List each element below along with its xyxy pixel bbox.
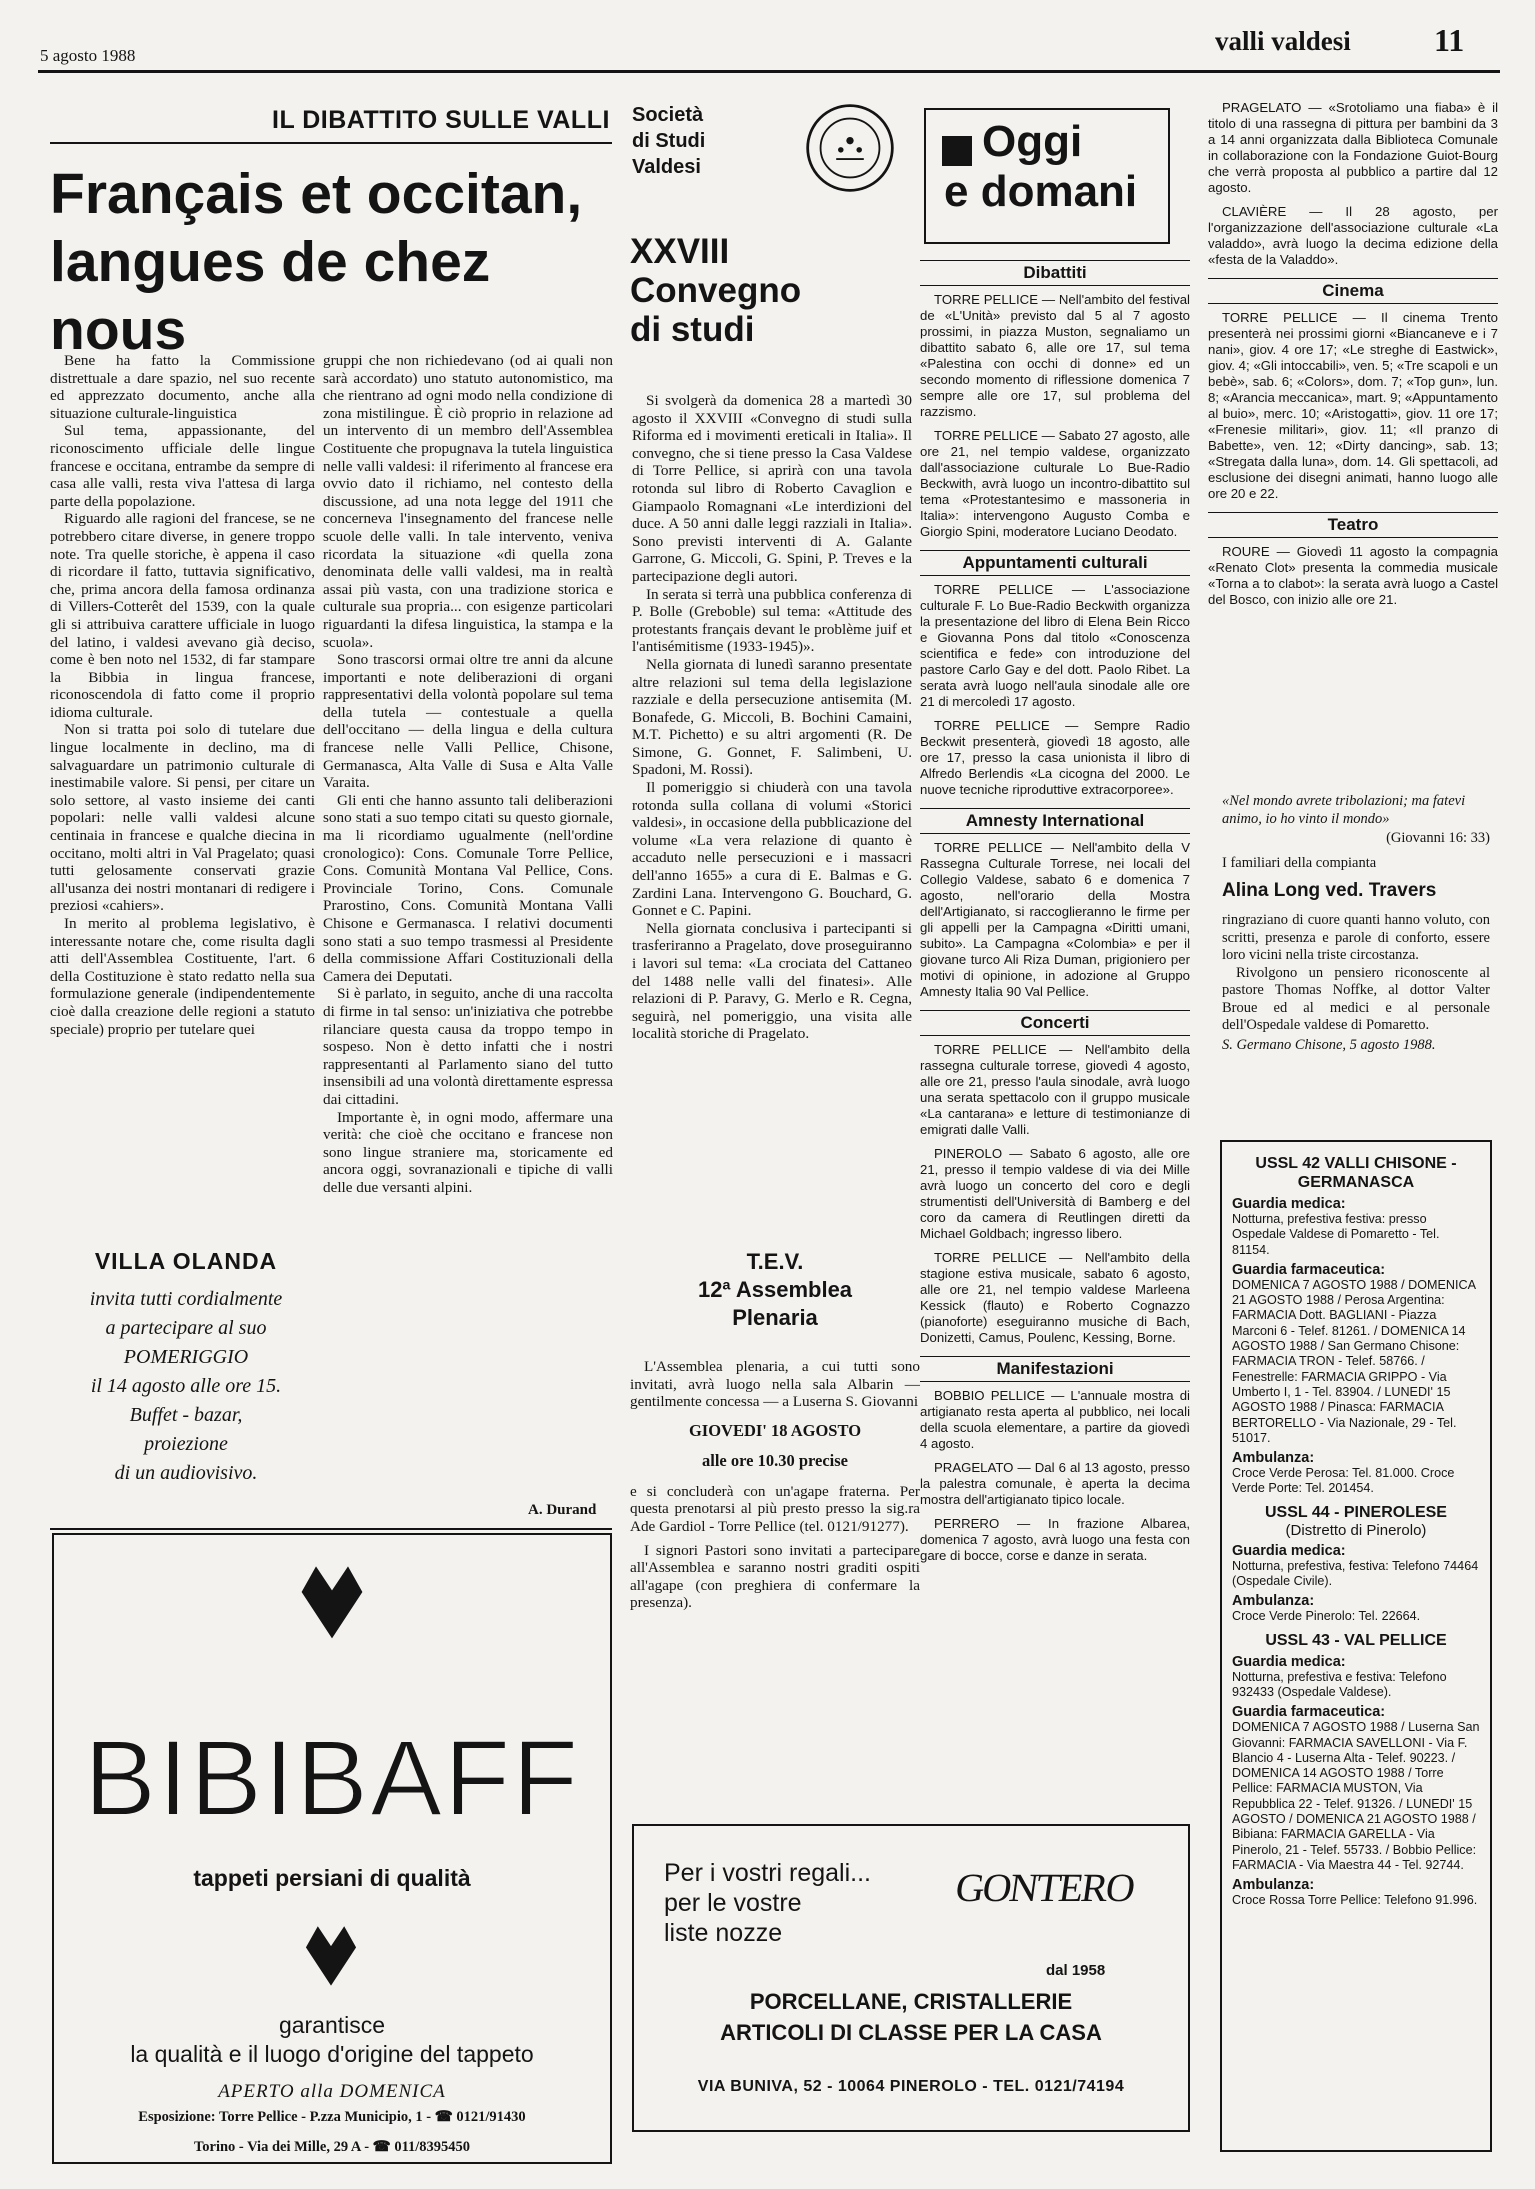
ussl-44-district: (Distretto di Pinerolo): [1285, 1521, 1427, 1539]
gontero-gift-lines: [664, 1858, 871, 1948]
event-item: TORRE PELLICE — L'associazione culturale F. Lo Bue-Radio Beckwith organizza la presentazione del libro di Elena Bein Ricco e Giovanna Pons dal titolo «Conoscenza scientifica e fede» con introduzione del pastore Carlo Gay e del dott. Paolo Ribet. La serata avrà luogo nell'aula sinodale alle ore 21 di mercoledì 17 agosto.: [920, 582, 1190, 709]
bibibaff-ad: [52, 1533, 612, 2164]
ussl-text: DOMENICA 7 AGOSTO 1988 / Luserna San Giovanni: FARMACIA SAVELLONI - Via F. Blancio 4 - Luserna Alta - Telef. 90223. / DOMENICA 14 AGOSTO 1988 / Torre Pellice: FARMACIA MUSTON, Via Repubblica 22 - Telef. 91326. / LUNEDI' 15 AGOSTO / DOMENICA 21 AGOSTO 1988 / Bibiana: FARMACIA GARELLA - Via Pinerolo, 21 - Telef. 55733. / Bobbio Pellice: FARMACIA - Via Maestra 44 - Tel. 92744.: [1232, 1720, 1480, 1872]
gontero-address: VIA BUNIVA, 52 - 10064 PINEROLO - TEL. 0121/74194: [697, 2078, 1125, 2095]
gontero-ad: [632, 1824, 1190, 2132]
ussl-subheading: Guardia farmaceutica:: [1232, 1704, 1386, 1721]
event-item: PERRERO — In frazione Albarea, domenica 7 agosto, avrà luogo una festa con gare di bocce, corse e danze in serata.: [920, 1516, 1190, 1563]
tev-paragraph-1: L'Assemblea plenaria, a cui tutti sono invitati, avrà luogo nella sala Albarin — gentilmente concessa — a Luserna S. Giovanni: [630, 1358, 920, 1411]
ssv-org-line-1: Società: [632, 104, 704, 126]
ussl-subheading: Ambulanza:: [1232, 1593, 1315, 1610]
ussl-43-heading: USSL 43 - VAL PELLICE: [1265, 1631, 1447, 1649]
event-item: CLAVIÈRE — Il 28 agosto, per l'organizzazione dell'associazione culturale «La valaddo», avrà luogo la decima edizione della «festa de la Valaddo».: [1208, 204, 1498, 267]
debate-paragraph: Sono trascorsi ormai oltre tre anni da alcune importanti e note deliberazioni di organi rappresentativi della volontà popolare sul tema della tutela — contestuale a quella dell'occitano — della lingua e della cultura francese nelle Valli Pellice, Chisone, Germanasca, Alta Valle di Susa e Alta Valle Varaita.: [323, 651, 613, 792]
event-item: PINEROLO — Sabato 6 agosto, alle ore 21, presso il tempio valdese di via dei Mille avrà luogo un concerto del coro e degli strumentisti dell'Università di Bamberg e del coro da camera di Reutlingen diretti da Michael Goldbach; ingresso libero.: [920, 1146, 1190, 1241]
villa-olanda-line: invita tutti cordialmente: [89, 1288, 283, 1310]
header-paper: valli valdesi: [1215, 26, 1351, 56]
gontero-logo: GONTERO: [952, 1865, 1137, 1910]
obituary: [1222, 792, 1490, 1054]
ssv-paragraph: In serata si terrà una pubblica conferenza di P. Bolle (Greboble) sul tema: «Attitude des protestants français devant le problème juif et l'antisémitisme (1933-1945)».: [632, 585, 912, 656]
debate-col-1: [50, 352, 315, 1038]
bibibaff-top-leaf-icon: [292, 1555, 372, 1645]
ussl-text: Notturna, prefestiva e festiva: Telefono 932433 (Ospedale Valdese).: [1232, 1669, 1447, 1699]
ssv-paragraph: Nella giornata di lunedì saranno presentate altre relazioni sul tema della legislazione razziale e della persecuzione antisemita (M. Bonafede, G. Miccoli, B. Bochini Camaini, M.T. Pichetto) e su altri argomenti (R. De Simone, G. Gonnet, F. Salimbeni, U. Spadoni, M. Rossi).: [632, 655, 912, 779]
section-body-manifestazioni: [920, 1388, 1190, 1564]
event-item: TORRE PELLICE — Nell'ambito della V Rassegna Culturale Torrese, nei locali del Collegio Valdese, sabato 6 e domenica 7 agosto, nell'orario della Mostra dell'Artigianato, si raccoglieranno le firme per gli appelli per la Campagna «Diritti umani, subito». La Campagna «Colombia» e per il giovane turco Ali Riza Duman, prigioniero per motivi di opinione, in adozione al Gruppo Amnesty Italia 90 Val Pellice.: [920, 840, 1190, 999]
tev-paragraph-3: I signori Pastori sono invitati a partecipare all'Assemblea e saranno nostri graditi ospiti all'agape (con preghiera di confermare la presenza).: [630, 1541, 920, 1612]
villa-olanda-line: POMERIGGIO: [123, 1346, 249, 1368]
event-item: TORRE PELLICE — Il cinema Trento presenterà nei prossimi giorni «Biancaneve e i 7 nani», giov. 4 ore 17; «Le streghe di Eastwick», giov. 4; «Gli intoccabili», ven. 5; «Tre scapoli e un bebè», sab. 6; «Colors», dom. 7; «Top gun», lun. 8; «Arancia meccanica», mart. 9; «Appuntamento al buio», merc. 10; «Aristogatti», giov. 11 ore 17; «Frenesie militari», giov. 11; «Il pranzo di Babette», ven. 12; «Dirty dancing», sab. 13; «Stregata dalla luna», dom. 14. Gli spettacoli, ad esclusione dei disegni animati, hanno luogo alle ore 20 e 22.: [1208, 310, 1498, 501]
ssv-org-line-2: di Studi: [632, 130, 706, 152]
ussl-subheading: Ambulanza:: [1232, 1877, 1315, 1894]
ssv-article-body: [632, 392, 912, 1043]
ssv-paragraph: Il pomeriggio si chiuderà con una tavola rotonda sulla collana di volumi «Storici valdesi», in occasione della pubblicazione del volume «La vera relazione di quanto è accaduto nelle persecuzioni e i massacri dell'anno 1655» a cura di E. Balmas e G. Zardini Lana. Intervengono G. Bouchard, G. Gonnet e C. Papini.: [632, 779, 912, 920]
header-rule: [38, 70, 1500, 73]
section-body-cinema: [1208, 310, 1498, 502]
section-body-appuntamenti: [920, 582, 1190, 798]
section-heading-amnesty: Amnesty International: [920, 808, 1190, 834]
bibibaff-open-sunday: APERTO alla DOMENICA: [218, 2081, 446, 2102]
gontero-line-1: Per i vostri regali...: [664, 1859, 872, 1887]
ussl-box: [1220, 1140, 1492, 2152]
villa-olanda-line: a partecipare al suo: [105, 1317, 267, 1339]
event-item: PRAGELATO — «Srotoliamo una fiaba» è il titolo di una rassegna di pittura per bambini da 3 a 14 anni organizzata dalla Biblioteca Comunale in collaborazione con la Fondazione Guiot-Bourg che verrà proposta al pubblico a partire dal 12 agosto.: [1208, 100, 1498, 195]
bibibaff-expo-address: Esposizione: Torre Pellice - P.zza Municipio, 1 - ☎ 0121/91430: [138, 2109, 526, 2125]
debate-paragraph: Sul tema, appassionante, del riconoscimento ufficiale delle lingue francese e occitana, entrambe da sempre di casa alle valli, resta viva l'attesa di larga parte della popolazione.: [50, 422, 315, 510]
event-item: TORRE PELLICE — Nell'ambito del festival de «L'Unità» previsto dal 5 al 7 agosto prossimi, in piazza Muston, segnaliamo un dibattito sabato 6, alle ore 17, sul tema «Palestina con occhi di donne» ed un secondo momento di riflessione domenica 7 sempre alle ore 17, sul problema del razzismo.: [920, 292, 1190, 419]
ussl-text: DOMENICA 7 AGOSTO 1988 / DOMENICA 21 AGOSTO 1988 / Perosa Argentina: FARMACIA Dott. BAGLIANI - Piazza Marconi 6 - Telef. 81261. / DOMENICA 14 AGOSTO 1988 / San Germano Chisone: FARMACIA TRON - Telef. 58766. / Fenestrelle: FARMACIA GRIPPO - Via Umberto I, 1 - Tel. 83904. / LUNEDI' 15 AGOSTO 1988 / Pinasca: FARMACIA BERTORELLO - Via Nazionale, 29 - Tel. 51017.: [1232, 1277, 1476, 1445]
ussl-subheading: Guardia medica:: [1232, 1196, 1346, 1212]
villa-olanda-line: proiezione: [144, 1433, 228, 1455]
gontero-product-1: PORCELLANE, CRISTALLERIE: [749, 1989, 1073, 2014]
right-intro: [1208, 100, 1498, 268]
debate-title: Français et occitan, langues de chez nous: [50, 162, 583, 362]
debate-bottom-rule: [50, 1528, 612, 1530]
ssv-title: [630, 232, 801, 349]
ussl-subheading: Guardia medica:: [1232, 1653, 1346, 1670]
ssv-org-line-3: Valdesi: [632, 156, 701, 178]
ussl-text: Notturna, prefestiva festiva: presso Ospedale Valdese di Pomaretto - Tel. 81154.: [1232, 1212, 1440, 1257]
debate-kicker-rule: [50, 142, 612, 144]
villa-olanda-text: [52, 1285, 320, 1488]
event-item: PRAGELATO — Dal 6 al 13 agosto, presso la palestra comunale, è aperta la decima mostra dell'artigianato tipico locale.: [920, 1460, 1190, 1507]
event-item: TORRE PELLICE — Sabato 27 agosto, alle ore 21, nel tempio valdese, organizzato dall'associazione culturale Lo Bue-Radio Beckwith, avrà luogo un incontro-dibattito sul tema «Protestantesimo e massoneria in Italia»: intervengono Augusto Comba e Giorgio Spini, moderatore Luciano Deodato.: [920, 428, 1190, 539]
debate-paragraph: Si è parlato, in seguito, anche di una raccolta di firme in tal senso: un'iniziativa che potrebbe rilanciare questa causa da troppo tempo in sospeso. Non è detto infatti che i nostri rappresentanti al Parlamento siano del tutto insensibili ad una volontà direttamente espressa dai cittadini.: [323, 985, 613, 1108]
obit-reference: (Giovanni 16: 33): [1386, 830, 1490, 846]
tev-date: GIOVEDI' 18 AGOSTO: [688, 1420, 862, 1440]
bibibaff-torino-address: Torino - Via dei Mille, 29 A - ☎ 011/8395450: [193, 2139, 471, 2155]
villa-olanda-line: Buffet - bazar,: [129, 1404, 243, 1426]
section-body-concerti: [920, 1042, 1190, 1346]
villa-olanda-line: di un audiovisivo.: [114, 1462, 258, 1484]
ussl-42-heading: USSL 42 VALLI CHISONE - GERMANASCA: [1255, 1155, 1457, 1191]
debate-paragraph: Non si tratta poi solo di tutelare due lingue localmente in declino, ma di salvaguardare un patrimonio culturale di inestimabile valore. Si pensi, per citare un solo settore, al vasto insieme dei canti popolari: nelle valli valdesi alcune centinaia in francese e qualche diecina in occitano, molti altri in Val Pragelato; quasi tutti gelosamente conservati grazie all'usanza dei nostri montanari di redigere i preziosi «cahiers».: [50, 721, 315, 915]
debate-paragraph: Bene ha fatto la Commissione distrettuale a dare spazio, nel suo recente ed apprezzato documento, anche alla situazione culturale-linguistica: [50, 352, 315, 422]
header-date: 5 agosto 1988: [40, 46, 136, 65]
section-body-teatro: [1208, 544, 1498, 608]
event-item: BOBBIO PELLICE — L'annuale mostra di artigianato resta aperta al pubblico, nei locali della scuola elementare, a partire da giovedì 4 agosto.: [920, 1388, 1190, 1451]
gontero-line-3: liste nozze: [664, 1919, 783, 1947]
bibibaff-tagline: tappeti persiani di qualità: [193, 1865, 471, 1891]
gontero-product-2: ARTICOLI DI CLASSE PER LA CASA: [720, 2020, 1102, 2045]
oggi-title-1: Oggi: [982, 117, 1083, 166]
section-heading-appuntamenti: Appuntamenti culturali: [920, 550, 1190, 576]
oggi-square-icon: [942, 136, 972, 166]
tev-notice: [630, 1248, 920, 1612]
section-heading-teatro: Teatro: [1208, 512, 1498, 538]
ussl-subheading: Ambulanza:: [1232, 1450, 1315, 1467]
gontero-line-2: per le vostre: [664, 1889, 802, 1917]
ussl-44-heading: USSL 44 - PINEROLESE: [1265, 1503, 1447, 1521]
ssv-title-line-2: Convegno: [630, 271, 802, 310]
event-item: TORRE PELLICE — Nell'ambito della stagione estiva musicale, sabato 6 agosto, alle ore 21, nel tempio valdese Marleena Kessick (flauto) e Roberto Cognazzo (pianoforte) eseguiranno musiche di Bach, Donizetti, Camus, Poulenc, Kessing, Borne.: [920, 1250, 1190, 1345]
ussl-subheading: Guardia farmaceutica:: [1232, 1261, 1386, 1278]
bibibaff-logo: BIBIBAFF: [83, 1717, 581, 1838]
section-heading-concerti: Concerti: [920, 1010, 1190, 1036]
obit-text-2: Rivolgono un pensiero riconoscente al pastore Thomas Noffke, al dottor Valter Broue ed al medici e al personale dell'Ospedale valdese di Pomaretto.: [1222, 964, 1490, 1033]
bibibaff-guarantee: garantisce: [278, 2012, 386, 2038]
ssv-title-line-1: XXVIII: [630, 232, 730, 271]
obit-name: Alina Long ved. Travers: [1222, 880, 1437, 901]
ssv-title-line-3: di studi: [630, 310, 755, 349]
villa-olanda-title: VILLA OLANDA: [94, 1248, 278, 1274]
debate-paragraph: In merito al problema legislativo, è interessante notare che, come risulta dagli atti dell'Assemblea Costituente, l'art. 6 della Costituzione è stato redatto nella sua formulazione generale (indipendentemente cioè dalla creazione delle regioni a statuto speciale) proprio per tutelare quei: [50, 915, 315, 1038]
ssv-org-name: [632, 102, 705, 180]
bibibaff-bottom-leaf-icon: [298, 1913, 364, 1995]
debate-author: A. Durand: [528, 1502, 597, 1518]
ussl-text: Croce Verde Perosa: Tel. 81.000. Croce Verde Porte: Tel. 201454.: [1232, 1466, 1455, 1496]
section-body-amnesty: [920, 840, 1190, 1000]
bibibaff-guarantee-text: la qualità e il luogo d'origine del tappeto: [130, 2041, 534, 2067]
ussl-subheading: Guardia medica:: [1232, 1542, 1346, 1559]
debate-paragraph: Gli enti che hanno assunto tali deliberazioni sono stati a suo tempo citati su questo giornale, ma li ricordiamo ugualmente (nell'ordine cronologico): Cons. Comunale Torre Pellice, Cons. Comunità Montana Val Pellice, Cons. Provinciale Torino, Cons. Comunale Prarostino, Cons. Comunità Montana Valli Chisone e Germanasca. I relativi documenti sono stati a suo tempo trasmessi al Presidente della commissione Affari Costituzionali della Camera dei Deputati.: [323, 791, 613, 985]
debate-paragraph: gruppi che non richiedevano (od ai quali non sarà accordato) uno statuto autonomistico, ma che rientrano ad ogni modo nella condizione di zona mistilingue. È ciò proprio in relazione ad un intervento di un membro dell'Assemblea Costituente che propugnava la tutela linguistica nelle valli valdesi: il riferimento al francese era ovvio dato il richiamo, nel contesto della discussione, ad una nota legge del 1911 che concerneva l'insegnamento del francese nelle scuole delle valli. In tale intervento, veniva ricordata la situazione «di quella zona denominata delle valli valdesi, ma in realtà assai più vasta, con una tradizione storica e culturale sua propria... con esigenze particolari riguardanti la difesa linguistica, la stampa e la scuola».: [323, 352, 613, 651]
section-body-dibattiti: [920, 292, 1190, 540]
section-heading-dibattiti: Dibattiti: [920, 260, 1190, 286]
tev-paragraph-2: e si concluderà con un'agape fraterna. Per questa prenotarsi al più presto presso la sig.ra Ade Gardiol - Torre Pellice (tel. 0121/91277).: [630, 1482, 920, 1535]
obit-text-1: ringraziano di cuore quanti hanno voluto, con scritti, presenza e parole di conforto, essere loro vicini nella triste circostanza.: [1222, 912, 1490, 963]
debate-kicker: IL DIBATTITO SULLE VALLI: [272, 106, 610, 134]
ussl-text: Croce Rossa Torre Pellice: Telefono 91.996.: [1232, 1893, 1478, 1908]
ssv-paragraph: Si svolgerà da domenica 28 a martedì 30 agosto il XXVIII «Convegno di studi sulla Riforma ed i movimenti ereticali in Italia». Il convegno, che si tiene presso la Casa Valdese di Torre Pellice, si aprirà con una tavola rotonda sul libro di Roberto Cavaglion e Giampaolo Romagnani «Le interdizioni del duce. A 50 anni dalle leggi razziali in Italia». Sono previsti interventi di A. Galante Garrone, G. Miccoli, G. Spini, P. Treves e la partecipazione degli autori.: [632, 392, 912, 585]
villa-olanda-line: il 14 agosto alle ore 15.: [90, 1375, 282, 1397]
tev-title-line-3: Plenaria: [732, 1305, 818, 1330]
oggi-domani-header: [924, 108, 1170, 244]
header-page-number: 11: [1434, 22, 1465, 58]
tev-title-line-1: T.E.V.: [746, 1249, 804, 1274]
right-column: [1208, 100, 1498, 616]
tev-time: alle ore 10.30 precise: [701, 1450, 849, 1470]
obit-quote: «Nel mondo avrete tribolazioni; ma fatevi animo, io ho vinto il mondo»: [1222, 793, 1466, 827]
debate-col-2: [323, 352, 613, 1197]
ussl-text: Croce Verde Pinerolo: Tel. 22664.: [1232, 1609, 1421, 1624]
tev-title-line-2: 12ª Assemblea: [697, 1277, 853, 1302]
oggi-title-2: e domani: [944, 167, 1138, 216]
event-item: TORRE PELLICE — Nell'ambito della rassegna culturale torrese, giovedì 4 agosto, alle ore 21, presso l'aula sinodale, avrà luogo una serata spettacolo con il gruppo musicale «La cantarana» e letture di testimonianze di emigrati dalle Valli.: [920, 1042, 1190, 1137]
ssv-paragraph: Nella giornata conclusiva i partecipanti si trasferiranno a Pragelato, dove proseguiranno i lavori sul tema: «La crociata del Cattaneo del 1488 nelle valli del finatesi». Alle relazioni di P. Paravy, G. Merlo e R. Cegna, seguirà, nel pomeriggio, una visita alle località storiche di Pragelato.: [632, 919, 912, 1043]
obit-place: S. Germano Chisone, 5 agosto 1988.: [1222, 1036, 1436, 1053]
section-heading-manifestazioni: Manifestazioni: [920, 1356, 1190, 1382]
event-item: ROURE — Giovedì 11 agosto la compagnia «Renato Clot» presenta la commedia musicale «Torna a to clabot»: la serata avrà luogo a Castel del Bosco, con inizio alle ore 21.: [1208, 544, 1498, 607]
villa-olanda-ad: [52, 1248, 320, 1488]
oggi-column: [920, 250, 1190, 1572]
obit-family: I familiari della compianta: [1222, 855, 1377, 871]
tev-title: [630, 1248, 920, 1332]
gontero-since: dal 1958: [1046, 1962, 1106, 1979]
debate-paragraph: Importante è, in ogni modo, affermare una verità: che cioè che occitano e francese non sono lingue straniere ma, storicamente ed ancora oggi, sovranazionali e tipiche di valli delle due versanti alpini.: [323, 1108, 613, 1196]
ssv-seal-icon: [804, 102, 896, 194]
section-heading-cinema: Cinema: [1208, 278, 1498, 304]
ussl-text: Notturna, prefestiva, festiva: Telefono 74464 (Ospedale Civile).: [1232, 1558, 1479, 1589]
debate-paragraph: Riguardo alle ragioni del francese, se ne potrebbero citare diverse, in genere troppo note. Tra quelle storiche, è appena il caso di ricordare il fatto, tuttavia significativo, che, prima ancora della famosa ordinanza di Villers-Cotterêt del 1539, con la quale gli si attribuiva carattere ufficiale in luogo del latino, i valdesi avevano già deciso, come è ben noto nel 1532, di far stampare la Bibbia in lingua francese, riconoscendola di fatto come il proprio idioma culturale.: [50, 510, 315, 721]
event-item: TORRE PELLICE — Sempre Radio Beckwit presenterà, giovedì 18 agosto, alle ore 17, presso la casa unionista il libro di Alfredo Berlendis «La cicogna del 2000. Le nuove tecniche riproduttive extracorporee».: [920, 718, 1190, 797]
